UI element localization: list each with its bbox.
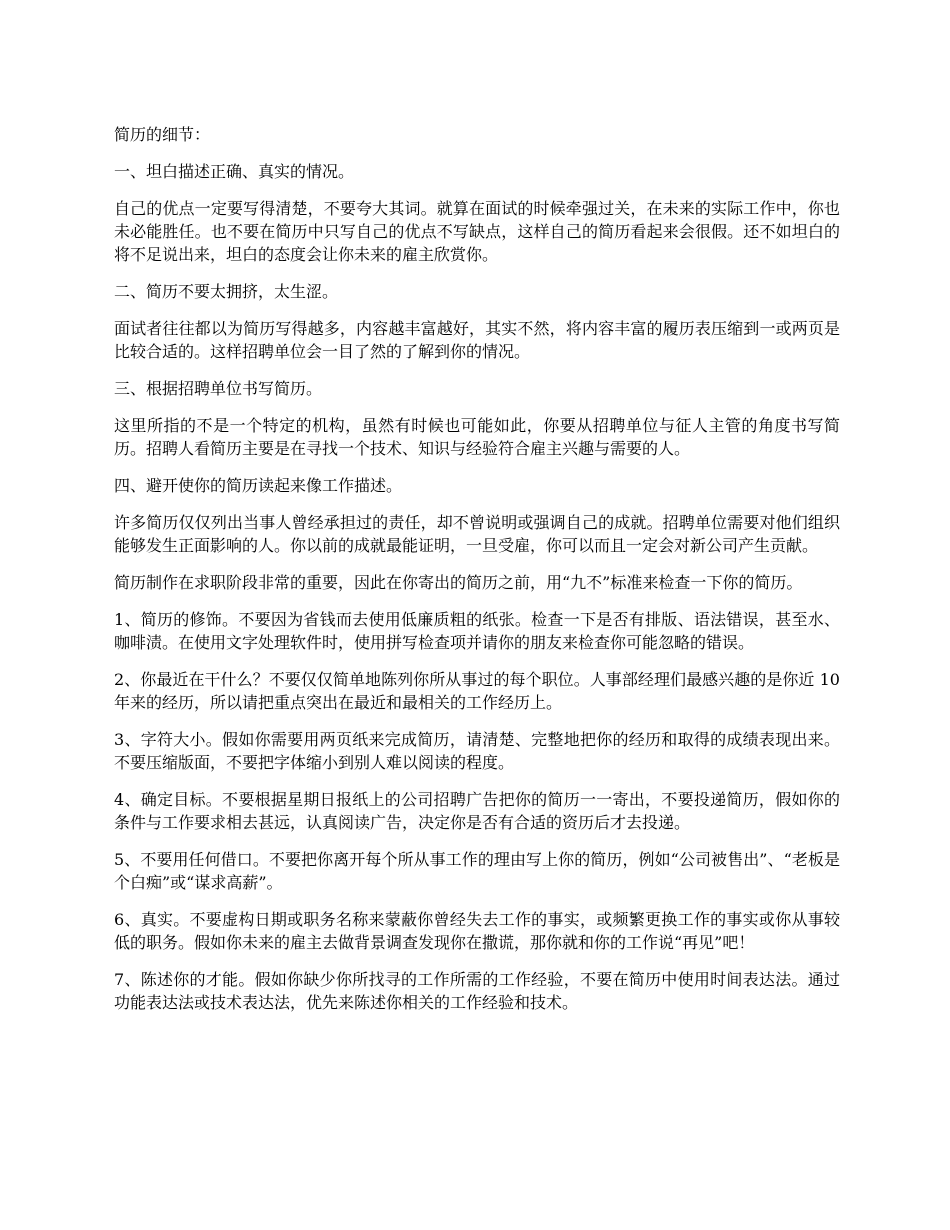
body-paragraph: 自己的优点一定要写得清楚，不要夸大其词。就算在面试的时候牵强过关，在未来的实际工作中，你也未必能胜任。也不要在简历中只写自己的优点不写缺点，这样自己的简历看起来会很假。还不如坦白的将不足说出来，坦白的态度会让你未来的雇主欣赏你。 xyxy=(114,199,840,264)
section-heading: 四、避开使你的简历读起来像工作描述。 xyxy=(114,476,403,495)
list-item: 1、简历的修饰。不要因为省钱而去使用低廉质粗的纸张。检查一下是否有排版、语法错误，甚至水、咖啡渍。在使用文字处理软件时，使用拼写检查项并请你的朋友来检查你可能忽略的错误。 xyxy=(114,610,840,652)
body-paragraph: 这里所指的不是一个特定的机构，虽然有时候也可能如此，你要从招聘单位与征人主管的角度书写简历。招聘人看简历主要是在寻找一个技术、知识与经验符合雇主兴趣与需要的人。 xyxy=(114,416,840,458)
section-heading: 二、简历不要太拥挤，太生涩。 xyxy=(114,282,339,301)
list-item: 5、不要用任何借口。不要把你离开每个所从事工作的理由写上你的简历，例如“公司被售出”、“老板是个白痴”或“谋求高薪”。 xyxy=(114,850,840,892)
section-heading: 一、坦白描述正确、真实的情况。 xyxy=(114,162,355,181)
section-heading: 三、根据招聘单位书写简历。 xyxy=(114,379,323,398)
list-item: 6、真实。不要虚构日期或职务名称来蒙蔽你曾经失去工作的事实，或频繁更换工作的事实或你从事较低的职务。假如你未来的雇主去做背景调查发现你在撒谎，那你就和你的工作说“再见”吧！ xyxy=(114,910,840,952)
section-heading: 简历的细节： xyxy=(114,125,211,144)
list-item: 7、陈述你的才能。假如你缺少你所找寻的工作所需的工作经验，不要在简历中使用时间表达法。通过功能表达法或技术表达法，优先来陈述你相关的工作经验和技术。 xyxy=(114,970,840,1012)
body-paragraph: 简历制作在求职阶段非常的重要，因此在你寄出的简历之前，用“九不”标准来检查一下你的简历。 xyxy=(114,573,803,592)
list-item: 3、字符大小。假如你需要用两页纸来完成简历，请清楚、完整地把你的经历和取得的成绩表现出来。不要压缩版面，不要把字体缩小到别人难以阅读的程度。 xyxy=(114,730,840,772)
list-item: 2、你最近在干什么？不要仅仅简单地陈列你所从事过的每个职位。人事部经理们最感兴趣的是你近 10 年来的经历，所以请把重点突出在最近和最相关的工作经历上。 xyxy=(114,670,840,712)
list-item: 4、确定目标。不要根据星期日报纸上的公司招聘广告把你的简历一一寄出，不要投递简历，假如你的条件与工作要求相去甚远，认真阅读广告，决定你是否有合适的资历后才去投递。 xyxy=(114,790,840,832)
body-paragraph: 许多简历仅仅列出当事人曾经承担过的责任，却不曾说明或强调自己的成就。招聘单位需要对他们组织能够发生正面影响的人。你以前的成就最能证明，一旦受雇，你可以而且一定会对新公司产生贡献。 xyxy=(114,513,840,555)
body-paragraph: 面试者往往都以为简历写得越多，内容越丰富越好，其实不然，将内容丰富的履历表压缩到一或两页是比较合适的。这样招聘单位会一目了然的了解到你的情况。 xyxy=(114,319,840,361)
